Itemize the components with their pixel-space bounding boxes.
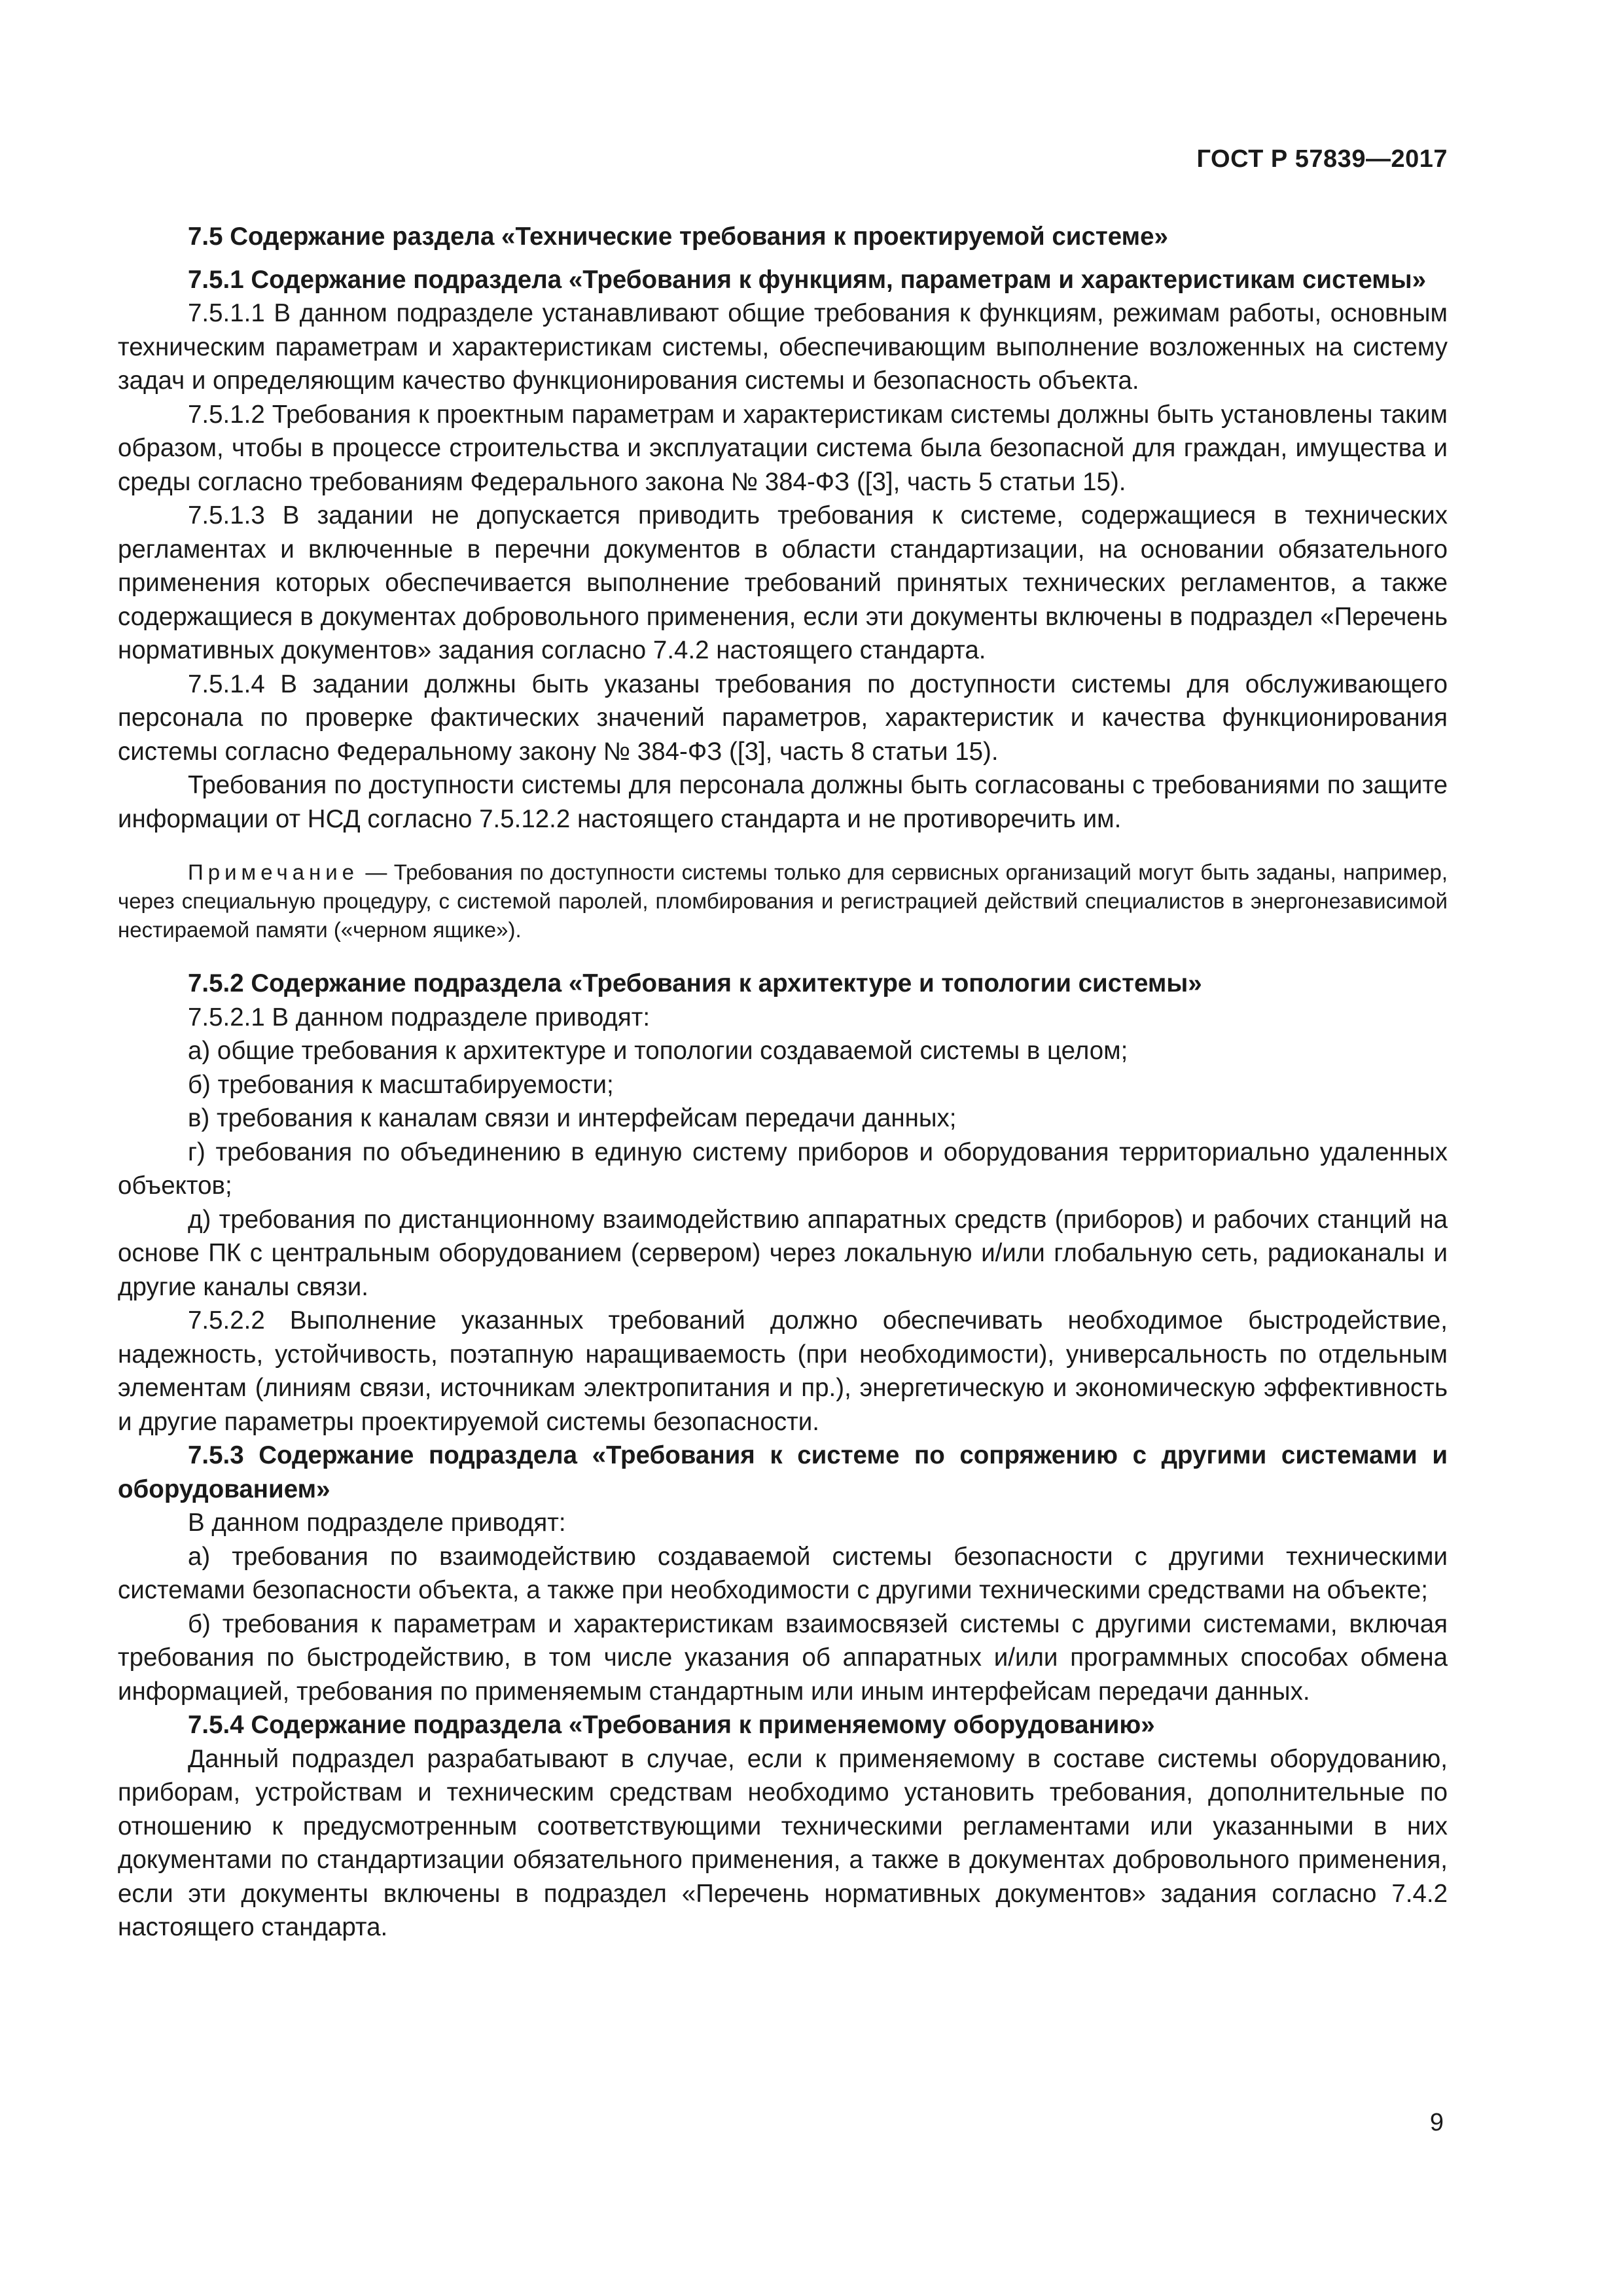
paragraph-7-5-1-4: 7.5.1.4 В задании должны быть указаны требования по доступности системы для обслуживающего персонала по проверке фактических значений параметров, характеристик и качества функционирования системы согласно Федеральному закону № 384-ФЗ ([3], часть 8 статьи 15). xyxy=(118,670,1448,766)
note xyxy=(118,858,1448,944)
list-item-d: д) требования по дистанционному взаимодействию аппаратных средств (приборов) и рабочих станций на основе ПК с центральным оборудованием (сервером) через локальную и/или глобальную сеть, радиоканалы и другие каналы связи. xyxy=(118,1205,1448,1301)
note-lead: Примечание xyxy=(188,860,359,884)
paragraph-7-5-2-1: 7.5.2.1 В данном подразделе приводят: xyxy=(188,1003,651,1031)
heading-7-5-2: 7.5.2 Содержание подраздела «Требования к архитектуре и топологии системы» xyxy=(188,969,1202,997)
list-item-g: г) требования по объединению в единую систему приборов и оборудования территориально удаленных объектов; xyxy=(118,1138,1448,1200)
heading-7-5-4: 7.5.4 Содержание подраздела «Требования к применяемому оборудованию» xyxy=(188,1711,1155,1739)
paragraph-7-5-4: Данный подраздел разрабатывают в случае, если к применяемому в составе системы оборудованию, приборам, устройствам и техническим средствам необходимо установить требования, дополнительные по отношению к предусмотренным соответствующими техническими регламентами или указанными в них документами по стандартизации обязательного применения, а также в документах добровольного применения, если эти документы включены в подраздел «Перечень нормативных документов» задания согласно 7.4.2 настоящего стандарта. xyxy=(118,1744,1448,1941)
heading-7-5: 7.5 Содержание раздела «Технические требования к проектируемой системе» xyxy=(188,223,1168,251)
list-item-a: а) общие требования к архитектуре и топологии создаваемой системы в целом; xyxy=(188,1037,1128,1065)
list-item-v: в) требования к каналам связи и интерфейсам передачи данных; xyxy=(188,1104,957,1132)
page-number: 9 xyxy=(1429,2109,1444,2136)
list-item-3b: б) требования к параметрам и характеристикам взаимосвязей системы с другими системами, включая требования по быстродействию, в том числе указания об аппаратных и/или программных способах обмена информацией, требования по применяемым стандартным или иным интерфейсам передачи данных. xyxy=(118,1609,1448,1706)
page-content xyxy=(118,220,1448,1945)
paragraph-7-5-1-1: 7.5.1.1 В данном подразделе устанавливают общие требования к функциям, режимам работы, основным техническим параметрам и характеристикам системы, обеспечивающим выполнение возложенных на систему задач и определяющим качество функционирования системы и безопасность объекта. xyxy=(118,299,1448,395)
list-item-3a: а) требования по взаимодействию создаваемой системы безопасности с другими техническими системами безопасности объекта, а также при необходимости с другими техническими средствами на объекте; xyxy=(118,1542,1448,1604)
list-item-b: б) требования к масштабируемости; xyxy=(188,1070,614,1099)
note-text: — Требования по доступности системы только для сервисных организаций могут быть заданы, например, через специальную процедуру, с системой паролей, пломбирования и регистрацией действий специалистов в энергонезависимой нестираемой памяти («черном ящике»). xyxy=(118,860,1448,942)
paragraph-7-5-1-2: 7.5.1.2 Требования к проектным параметрам и характеристикам системы должны быть установлены таким образом, чтобы в процессе строительства и эксплуатации система была безопасной для граждан, имущества и среды согласно требованиям Федерального закона № 384-ФЗ ([3], часть 5 статьи 15). xyxy=(118,400,1448,496)
paragraph-access-requirements: Требования по доступности системы для персонала должны быть согласованы с требованиями по защите информации от НСД согласно 7.5.12.2 настоящего стандарта и не противоречить им. xyxy=(118,771,1448,833)
document-page xyxy=(118,0,1448,2296)
standard-designation: ГОСТ Р 57839—2017 xyxy=(1196,145,1448,173)
paragraph-7-5-3-intro: В данном подразделе приводят: xyxy=(188,1509,566,1537)
paragraph-7-5-1-3: 7.5.1.3 В задании не допускается приводить требования к системе, содержащиеся в технических регламентах и включенные в перечни документов в области стандартизации, на основании обязательного применения которых обеспечивается выполнение требований принятых технических регламентов, а также содержащиеся в документах добровольного применения, если эти документы включены в подраздел «Перечень нормативных документов» задания согласно 7.4.2 настоящего стандарта. xyxy=(118,501,1448,664)
paragraph-7-5-2-2: 7.5.2.2 Выполнение указанных требований должно обеспечивать необходимое быстродействие, надежность, устойчивость, поэтапную наращиваемость (при необходимости), универсальность по отдельным элементам (линиям связи, источникам электропитания и пр.), энергетическую и экономическую эффективность и другие параметры проектируемой системы безопасности. xyxy=(118,1306,1448,1436)
heading-7-5-1: 7.5.1 Содержание подраздела «Требования к функциям, параметрам и характеристикам системы» xyxy=(188,265,1427,294)
heading-7-5-3: 7.5.3 Содержание подраздела «Требования к системе по сопряжению с другими системами и оборудованием» xyxy=(118,1441,1448,1503)
